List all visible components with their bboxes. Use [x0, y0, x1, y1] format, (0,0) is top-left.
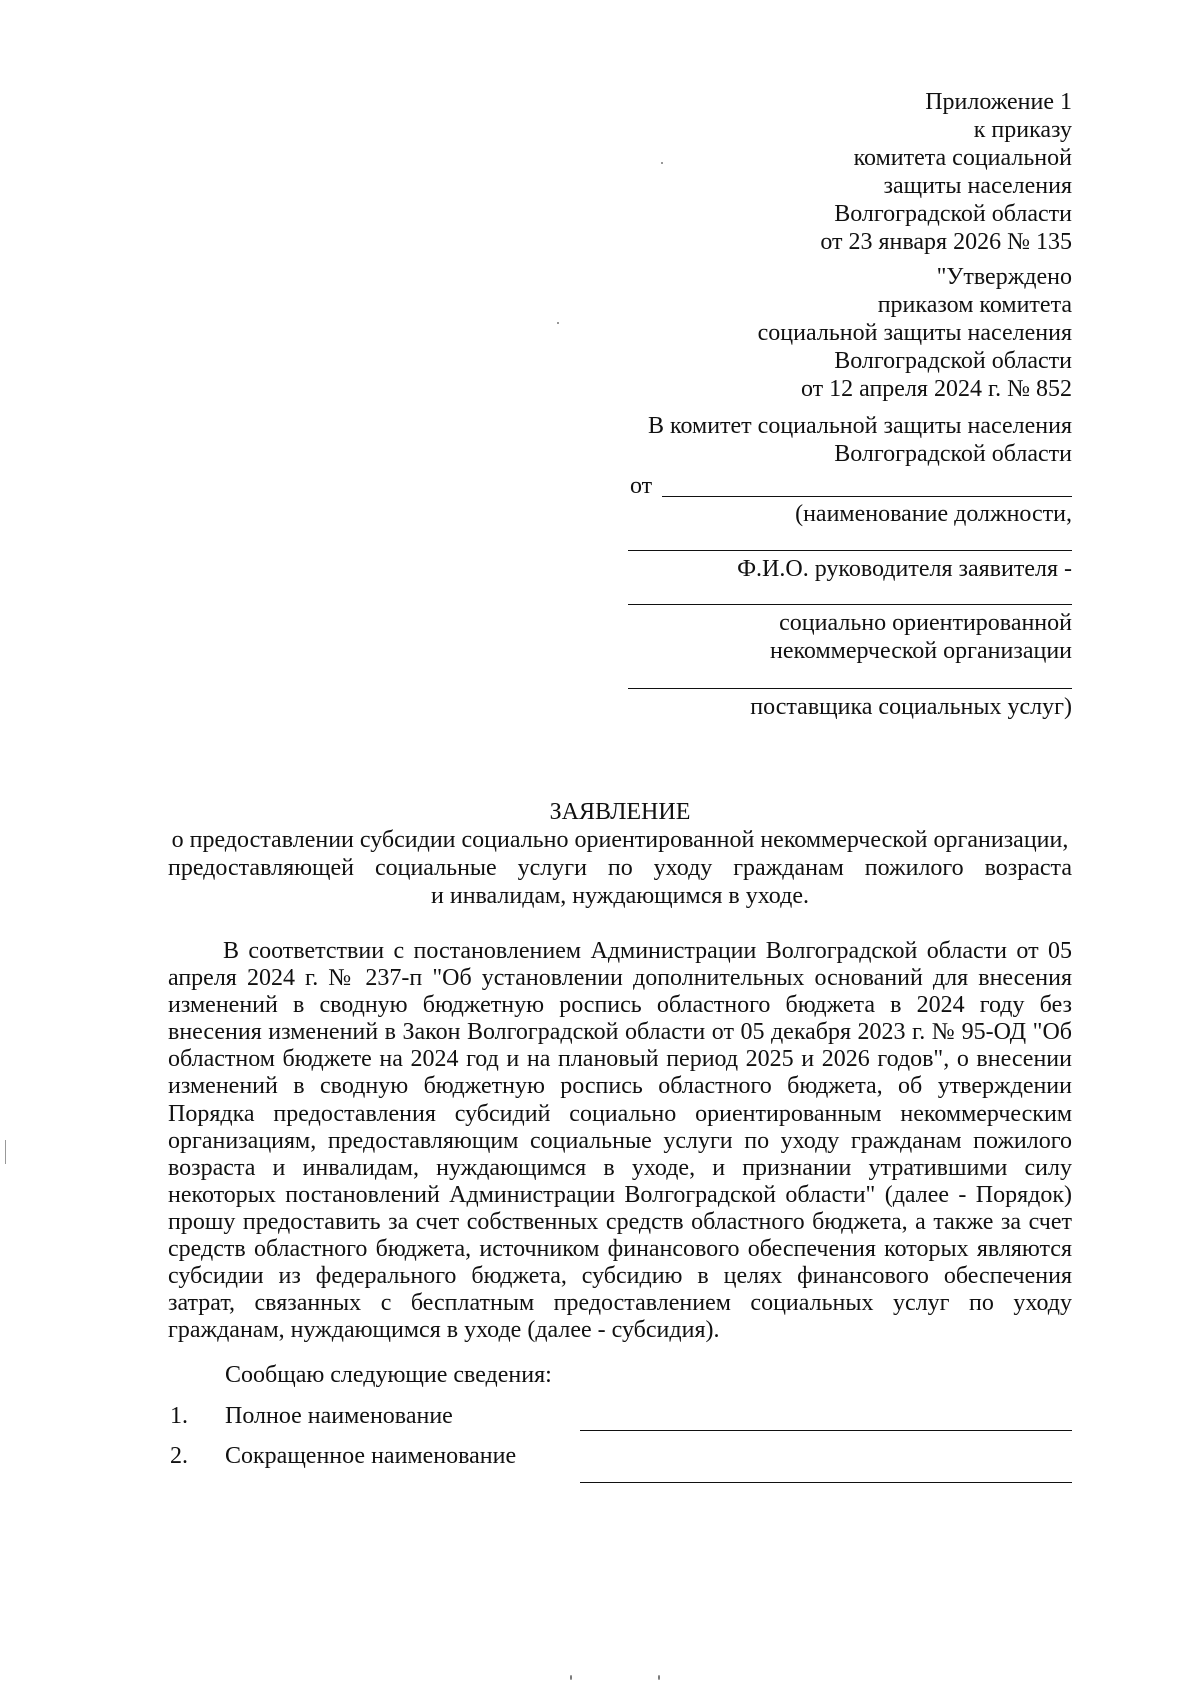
approved-line: от 12 апреля 2024 г. № 852: [800, 376, 1072, 402]
provider-blank-line[interactable]: [628, 688, 1072, 689]
hint-provider: поставщика социальных услуг): [750, 694, 1072, 720]
approved-block: [758, 263, 1072, 403]
info-intro: Сообщаю следующие сведения:: [225, 1362, 552, 1388]
position-blank-line[interactable]: [662, 496, 1072, 497]
full-name-input-line[interactable]: [580, 1430, 1072, 1431]
approved-line: "Утверждено: [936, 264, 1072, 290]
hint-org: [770, 609, 1072, 665]
scan-speck: [570, 1675, 572, 1680]
short-name-input-line[interactable]: [580, 1482, 1072, 1483]
approved-line: социальной защиты населения: [757, 320, 1072, 346]
appendix-line: Приложение 1: [925, 89, 1072, 115]
from-prefix: от: [630, 473, 653, 499]
hint-fio: Ф.И.О. руководителя заявителя -: [737, 556, 1072, 582]
appendix-line: комитета социальной: [853, 145, 1072, 171]
appendix-line: защиты населения: [883, 173, 1072, 199]
body-paragraph: В соответствии с постановлением Администрации Волгоградской области от 05 апреля 2024 г. № 237-п "Об установлении дополнительных оснований для внесения изменений в сводную бюджетную роспись областного бюджета в 2024 году без внесения изменений в Закон Волгоградской области от 05 декабря 2023 г. № 95-ОД "Об областном бюджете на 2024 год и на плановый период 2025 и 2026 годов", о внесении изменений в сводную бюджетную роспись областного бюджета, об утверждении Порядка предоставления субсидий социально ориентированным некоммерческим организациям, предоставляющим социальные услуги по уходу гражданам пожилого возраста и инвалидам, нуждающимся в уходе, и признании утратившими силу некоторых постановлений Администрации Волгоградской области" (далее - Порядок) прошу предоставить за счет собственных средств областного бюджета, а также за счет средств областного бюджета, источником финансового обеспечения которых являются субсидии из федерального бюджета, субсидию в целях финансового обеспечения затрат, связанных с бесплатным предоставлением социальных услуг по уходу гражданам, нуждающимся в уходе (далее - субсидия).: [168, 938, 1072, 1344]
appendix-line: к приказу: [973, 117, 1072, 143]
hint-org-line: социально ориентированной: [779, 610, 1072, 636]
addressee-line: Волгоградской области: [834, 441, 1072, 467]
document-subtitle-line: предоставляющей социальные услуги по уходу гражданам пожилого возраста: [168, 855, 1072, 881]
scan-speck: [658, 1675, 660, 1680]
field-label: Полное наименование: [225, 1403, 453, 1429]
hint-org-line: некоммерческой организации: [769, 638, 1072, 664]
scan-speck: [557, 322, 559, 324]
name-blank-line[interactable]: [628, 550, 1072, 551]
approved-line: приказом комитета: [877, 292, 1072, 318]
document-title: ЗАЯВЛЕНИЕ: [549, 799, 691, 825]
org-blank-line[interactable]: [628, 604, 1072, 605]
field-number: 1.: [170, 1403, 188, 1429]
appendix-line: Волгоградской области: [834, 201, 1072, 227]
appendix-line: от 23 января 2026 № 135: [820, 229, 1072, 255]
addressee-block: [648, 412, 1072, 468]
scan-edge-mark: [5, 1140, 6, 1164]
hint-position: (наименование должности,: [795, 501, 1072, 527]
document-subtitle-line: и инвалидам, нуждающимся в уходе.: [431, 883, 809, 909]
scan-speck: [661, 162, 663, 164]
approved-line: Волгоградской области: [834, 348, 1072, 374]
addressee-line: В комитет социальной защиты населения: [648, 413, 1072, 439]
appendix-block: [820, 88, 1072, 256]
field-number: 2.: [170, 1443, 188, 1469]
document-subtitle-line: о предоставлении субсидии социально ориентированной некоммерческой организации,: [171, 827, 1069, 853]
field-label: Сокращенное наименование: [225, 1443, 517, 1469]
